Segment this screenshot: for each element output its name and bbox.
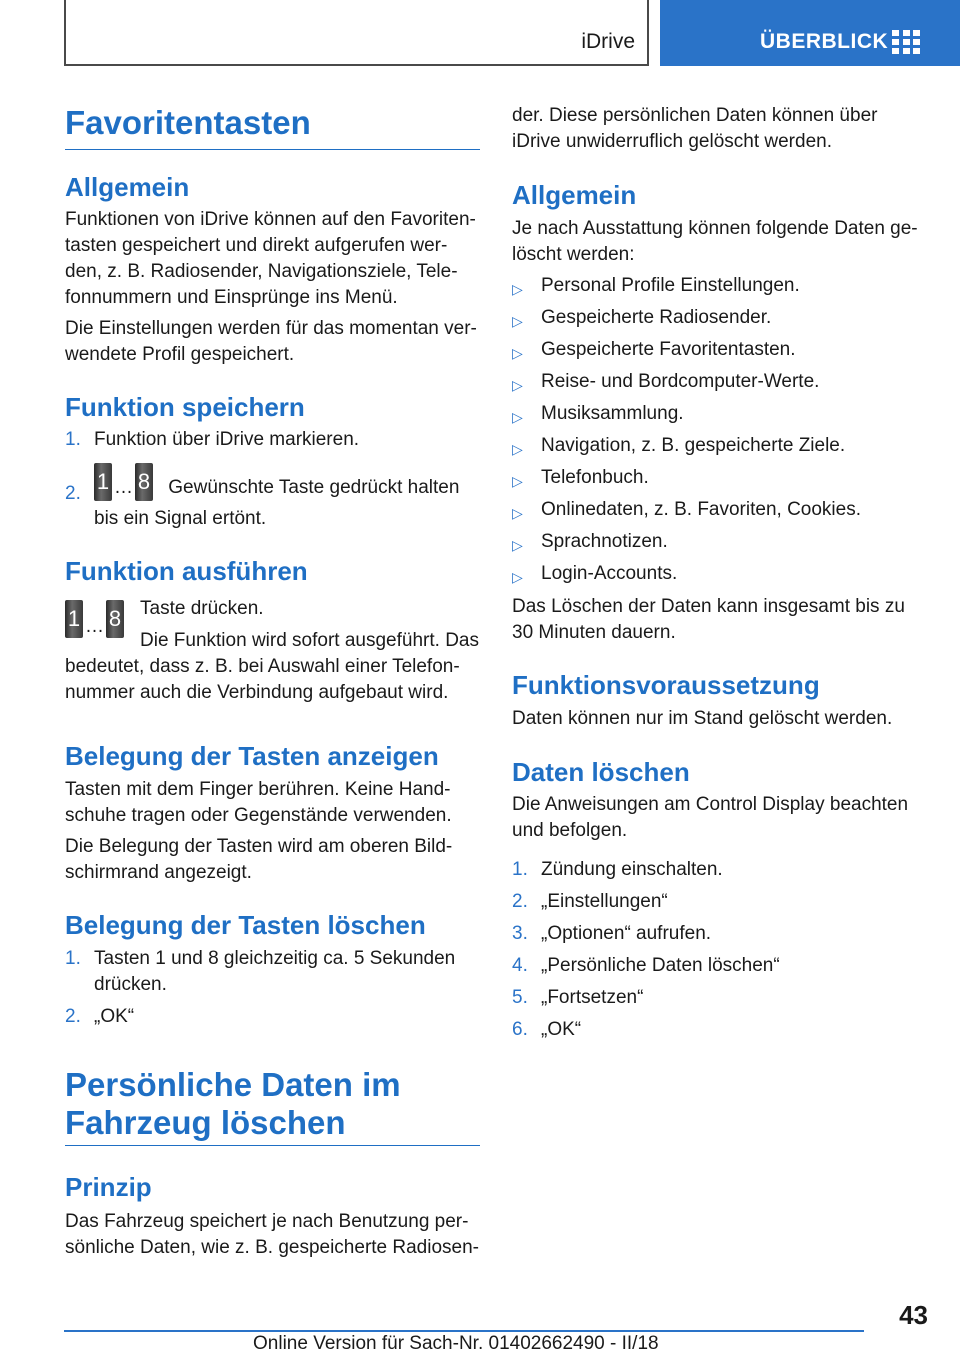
paragraph-daten-loeschen: Die Anweisungen am Control Display beachten und befolgen.	[512, 794, 909, 841]
paragraph-allgemein-2: Die Einstellungen werden für das momentan ver- wendete Profil gespeichert.	[65, 318, 477, 365]
ausfuehren-line-1: Taste drücken.	[140, 598, 264, 619]
paragraph-dauer: Das Löschen der Daten kann insgesamt bis zu 30 Minuten dauern.	[512, 596, 905, 643]
grid-icon[interactable]	[892, 30, 920, 54]
heading-allgemein: Allgemein	[65, 172, 190, 202]
favorite-key-1: 1	[94, 463, 112, 501]
heading-favoritentasten: Favoritentasten	[65, 104, 480, 150]
header-title-box	[64, 0, 649, 66]
heading-daten-loeschen: Daten löschen	[512, 757, 690, 787]
paragraph-anzeigen-1: Tasten mit dem Finger berühren. Keine Hand- schuhe tragen oder Gegenstände verwenden.	[65, 779, 452, 826]
heading-belegung-loeschen: Belegung der Tasten löschen	[65, 910, 426, 940]
paragraph-voraussetzung: Daten können nur im Stand gelöscht werden.	[512, 708, 893, 729]
paragraph-anzeigen-2: Die Belegung der Tasten wird am oberen Bild- schirmrand angezeigt.	[65, 836, 453, 883]
page-number: 43	[899, 1300, 928, 1330]
favorite-key-8: 8	[106, 600, 124, 638]
paragraph-prinzip: Das Fahrzeug speichert je nach Benutzung per- sönliche Daten, wie z. B. gespeicherte Radiosen-	[65, 1211, 480, 1258]
key-pair-illustration: 1 … 8	[65, 600, 124, 638]
heading-persoenliche-daten: Persönliche Daten im Fahrzeug löschen	[65, 1066, 480, 1146]
ausfuehren-line-2: Die Funktion wird sofort ausgeführt. Das	[140, 630, 479, 651]
heading-funktion-ausfuehren: Funktion ausführen	[65, 556, 308, 586]
heading-belegung-anzeigen: Belegung der Tasten anzeigen	[65, 741, 439, 771]
footer-divider	[64, 1330, 864, 1332]
paragraph-allgemein-1: Funktionen von iDrive können auf den Favoriten- tasten gespeichert und direkt aufgerufen wer- den, z. B. Radiosender, Navigationsziele, Tele- fonnummern und Einsprünge ins Menü.	[65, 209, 476, 308]
ausfuehren-line-4: nummer auch die Verbindung aufgebaut wird.	[65, 682, 449, 703]
favorite-key-1: 1	[65, 600, 83, 638]
heading-funktion-speichern: Funktion speichern	[65, 392, 305, 422]
paragraph-allgemein: Je nach Ausstattung können folgende Daten ge- löscht werden:	[512, 218, 918, 265]
paragraph-continuation: der. Diese persönlichen Daten können über iDrive unwiderruflich gelöscht werden.	[512, 105, 878, 152]
header-section-label: ÜBERBLICK	[760, 30, 889, 53]
footer-text: Online Version für Sach-Nr. 01402662490 - II/18	[253, 1333, 659, 1354]
favorite-key-8: 8	[135, 463, 153, 501]
header-title: iDrive	[581, 30, 635, 53]
ausfuehren-line-3: bedeutet, dass z. B. bei Auswahl einer Telefon-	[65, 656, 460, 677]
heading-allgemein: Allgemein	[512, 180, 637, 210]
list-item: 2. 1 … 8 Gewünschte Taste gedrückt halten bis ein Signal ertönt.	[65, 463, 480, 533]
header-section-tab[interactable]	[660, 0, 960, 66]
heading-prinzip: Prinzip	[65, 1172, 152, 1202]
heading-funktionsvoraussetzung: Funktionsvoraussetzung	[512, 670, 820, 700]
